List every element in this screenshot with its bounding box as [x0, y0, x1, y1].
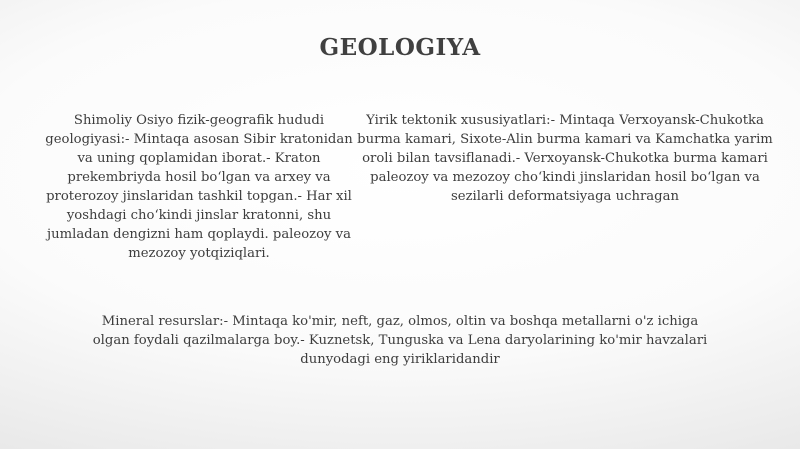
slide-title: GEOLOGIYA: [319, 34, 481, 61]
geology-text-block: Shimoliy Osiyo fizik-geografik hududi geologiyasi:- Mintaqa asosan Sibir kratonidan va uning qoplamidan iborat.- Kraton prekembriyda hosil bo‘lgan va arxey va proterozoy jinslaridan tashkil topgan.- Har xil yoshdagi cho‘kindi jinslar kratonni, shu jumladan dengizni ham qoplaydi. paleozoy va mezozoy yotqiziqlari.: [45, 113, 353, 261]
mineral-resources-text-block: Mineral resurslar:- Mintaqa ko'mir, neft, gaz, olmos, oltin va boshqa metallarni o'z ichiga olgan foydali qazilmalarga boy.- Kuznetsk, Tunguska va Lena daryolarining ko'mir havzalari dunyodagi eng yiriklaridandir: [92, 314, 708, 367]
tectonics-text-block: Yirik tektonik xususiyatlari:- Mintaqa Verxoyansk-Chukotka burma kamari, Sixote-Alin burma kamari va Kamchatka yarim oroli bilan tavsiflanadi.- Verxoyansk-Chukotka burma kamari paleozoy va mezozoy cho‘kindi jinslaridan hosil bo‘lgan va sezilarli deformatsiyaga uchragan: [357, 113, 773, 204]
